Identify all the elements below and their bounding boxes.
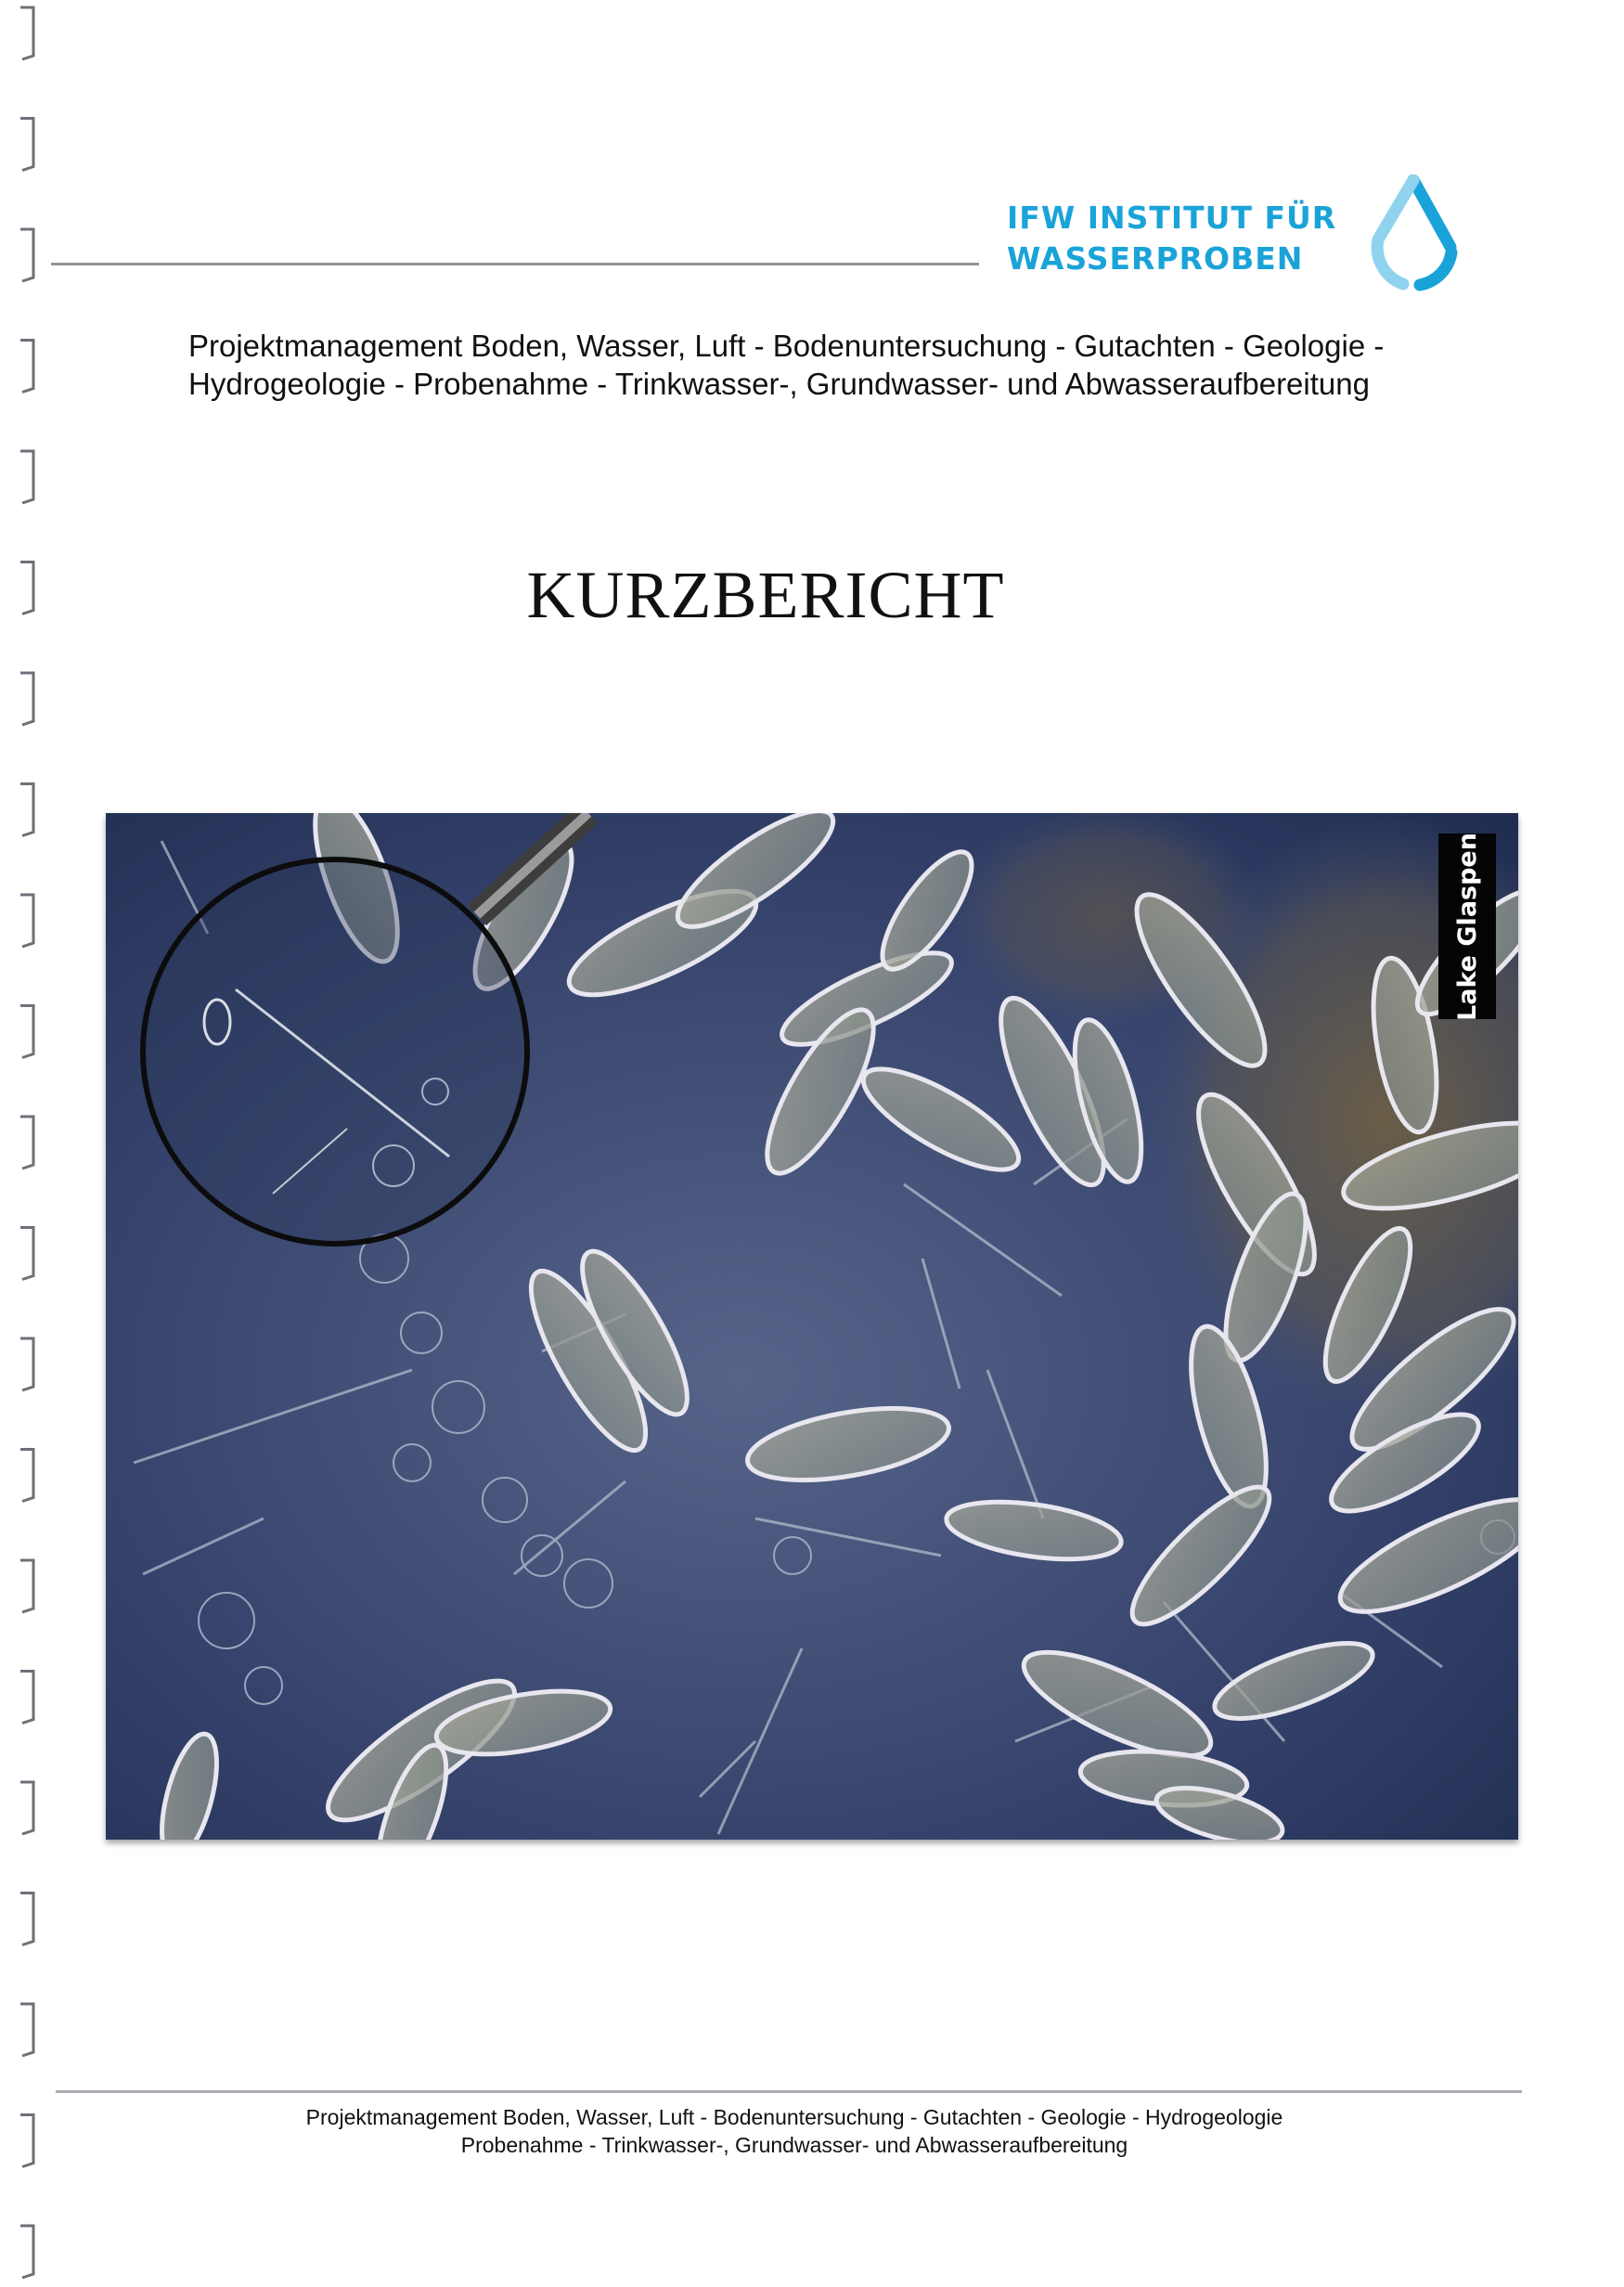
binding-ring [20,673,33,725]
subtitle-line-2: Hydrogeologie - Probenahme - Trinkwasser-, Grundwasser- und Abwasseraufbereitung [188,367,1370,401]
binding-ring [20,1560,33,1612]
report-title: KURZBERICHT [526,558,1005,632]
footer-line-1: Projektmanagement Boden, Wasser, Luft - Bodenuntersuchung - Gutachten - Geologie - Hydrogeologie [305,2105,1283,2129]
binding-ring [20,7,33,59]
binding-ring [20,229,33,281]
binding-ring [20,451,33,503]
binding-ring [20,784,33,836]
spiral-binding [0,0,65,2287]
logo-line-1: IFW INSTITUT FÜR [1007,200,1337,236]
binding-ring [20,1338,33,1390]
binding-ring [20,1782,33,1834]
header-subtitle [188,327,1488,403]
subtitle-line-1: Projektmanagement Boden, Wasser, Luft - Bodenuntersuchung - Gutachten - Geologie - [188,329,1385,363]
binding-ring [20,1893,33,1945]
logo-wordmark [1007,198,1378,279]
binding-ring [20,1117,33,1169]
binding-ring [20,2226,33,2278]
photo-label-text: Lake Glaspen [1452,832,1482,1021]
microscope-photo-canvas [106,813,1518,1840]
water-drop-icon [1362,174,1464,295]
binding-ring [20,1228,33,1280]
footer-line-2: Probenahme - Trinkwasser-, Grundwasser- und Abwasseraufbereitung [460,2133,1128,2157]
binding-ring [20,119,33,171]
binding-ring [20,341,33,393]
binding-ring [20,1006,33,1058]
binding-ring [20,1450,33,1502]
footer [0,2103,1589,2159]
microscope-photo [106,813,1518,1840]
binding-ring [20,2004,33,2056]
photo-label-badge [1438,833,1496,1019]
logo-line-2: WASSERPROBEN [1007,240,1304,277]
header-rule [51,263,979,265]
binding-ring [20,1672,33,1724]
footer-rule [56,2090,1522,2093]
binding-ring [20,895,33,947]
